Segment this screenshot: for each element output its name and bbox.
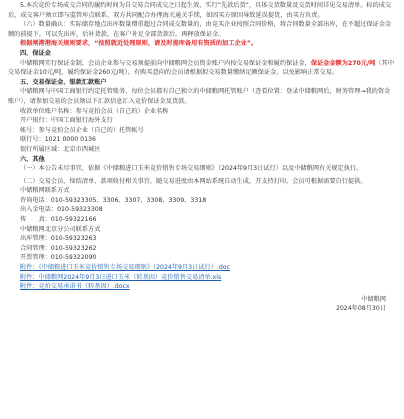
attachment-link-list[interactable]: 附件：中储粮网2024年9月3日进口玉米（转基因）竞价销售交易清单.xls bbox=[20, 273, 222, 281]
contact-row: 出库管理：010-59323263 bbox=[20, 235, 97, 243]
paragraph-other-2: （二）交易会员、缔结清单、款项收付相关事宜，随交易进度由本网站系统自动生成，开支持打印，会员可根据需要自行提供。 bbox=[20, 177, 367, 185]
section-heading-accounts: 五、交易保证金、银款汇款账户 bbox=[20, 78, 107, 86]
contact-title-branch: 中储粮网北京分公司联系方式 bbox=[20, 225, 101, 233]
deposit-amount: 保证金金额为270元/吨 bbox=[310, 59, 376, 67]
contact-row: 合同管理：010-59323262 bbox=[20, 244, 97, 252]
paragraph-performance: 5.本次竞价专场成交合同的履约时间为自交易合同成交之日起生效，实行“先款后货”，具体交货数量及交货时间详见交易清单。标的成交后，成交客户须立即与监管库点联系，双方共同配合办理海关通关手续，如因买方原因导致延误提货，由买方负责。 bbox=[8, 2, 392, 19]
paragraph-quantity: （六）数量确认：实际储存地点出库数量增重超过合同成交数量的，由竞买企业按照合同价格，将合同数量全部出库，在不超过保证金金额的前提下，可以先出库，后补货款，在客户补足全部货款后，再释放保证金。 bbox=[8, 21, 392, 38]
account-row: 开户银行：中国工商银行海外支行 bbox=[20, 117, 113, 125]
signature-org: 中储粮网 bbox=[361, 295, 386, 303]
attachment-link-commitment[interactable]: 附件：竞价交易承诺书（转基因）.docx bbox=[20, 283, 130, 291]
section-heading-other: 六、其他 bbox=[20, 155, 45, 163]
contact-row: 传 真：010-59322166 bbox=[20, 216, 97, 224]
account-row: 帐号：参与竞拍会员企业（自己的）托管帐号 bbox=[20, 126, 144, 134]
account-row: 银行所属区域：北京市西城区 bbox=[20, 145, 101, 153]
contact-title: 中储粮网联系方式 bbox=[20, 187, 70, 195]
contact-row: 出入金电话：010-59323308 bbox=[20, 206, 103, 214]
paragraph-deposit: 中储粮网实行保证金制，会员企业参与交易须提前向中储粮网会员资金账户内按交易保证金和履约保证金，保证金金额为270元/吨（其中交易保证金10元/吨，履约保证金260元/吨）。有购买意向的会员请根据拟交易数量缴纳足额保证金，以免影响正常交易。 bbox=[8, 59, 395, 77]
contact-row: 咨询电话：010-59323305、3306、3307、3308、3309、3318 bbox=[20, 196, 207, 204]
section-heading-deposit: 四、保证金 bbox=[20, 49, 51, 57]
account-row: 收款单位账户名称：参与竞拍会员（自己的）企业名称 bbox=[20, 107, 169, 115]
paragraph-customs-notice: 根据闸港港海关规则要求，“按照就近处理原则，请及时提库备用有资质的加工企业”。 bbox=[20, 40, 258, 48]
paragraph-other-1: （一）本公告未尽事宜，依据《中储粮进口玉米竞价销售专场交易细则》（2024年9月3日试行）以及中储粮网有关规定执行。 bbox=[20, 165, 363, 173]
paragraph-accounts: 中储粮网与中国工商银行约定托管账务，每位会员都有自己独立的中储粮网托管账户（查看位置：登录中储粮网后，财务管理→我的资金账户），请参加交易的会员须以下汇款信息汇入竞价保证金及货款。 bbox=[8, 88, 391, 105]
attachment-link-rules[interactable]: 附件：《中储粮进口玉米竞价销售专场交易细则》（2024年9月3日试行）.doc bbox=[20, 264, 230, 272]
signature-date: 2024年08月30日 bbox=[335, 305, 386, 313]
contact-row: 开票管理：010-59322090 bbox=[20, 254, 97, 262]
account-row: 联行号：1021 0000 0136 bbox=[20, 136, 96, 144]
